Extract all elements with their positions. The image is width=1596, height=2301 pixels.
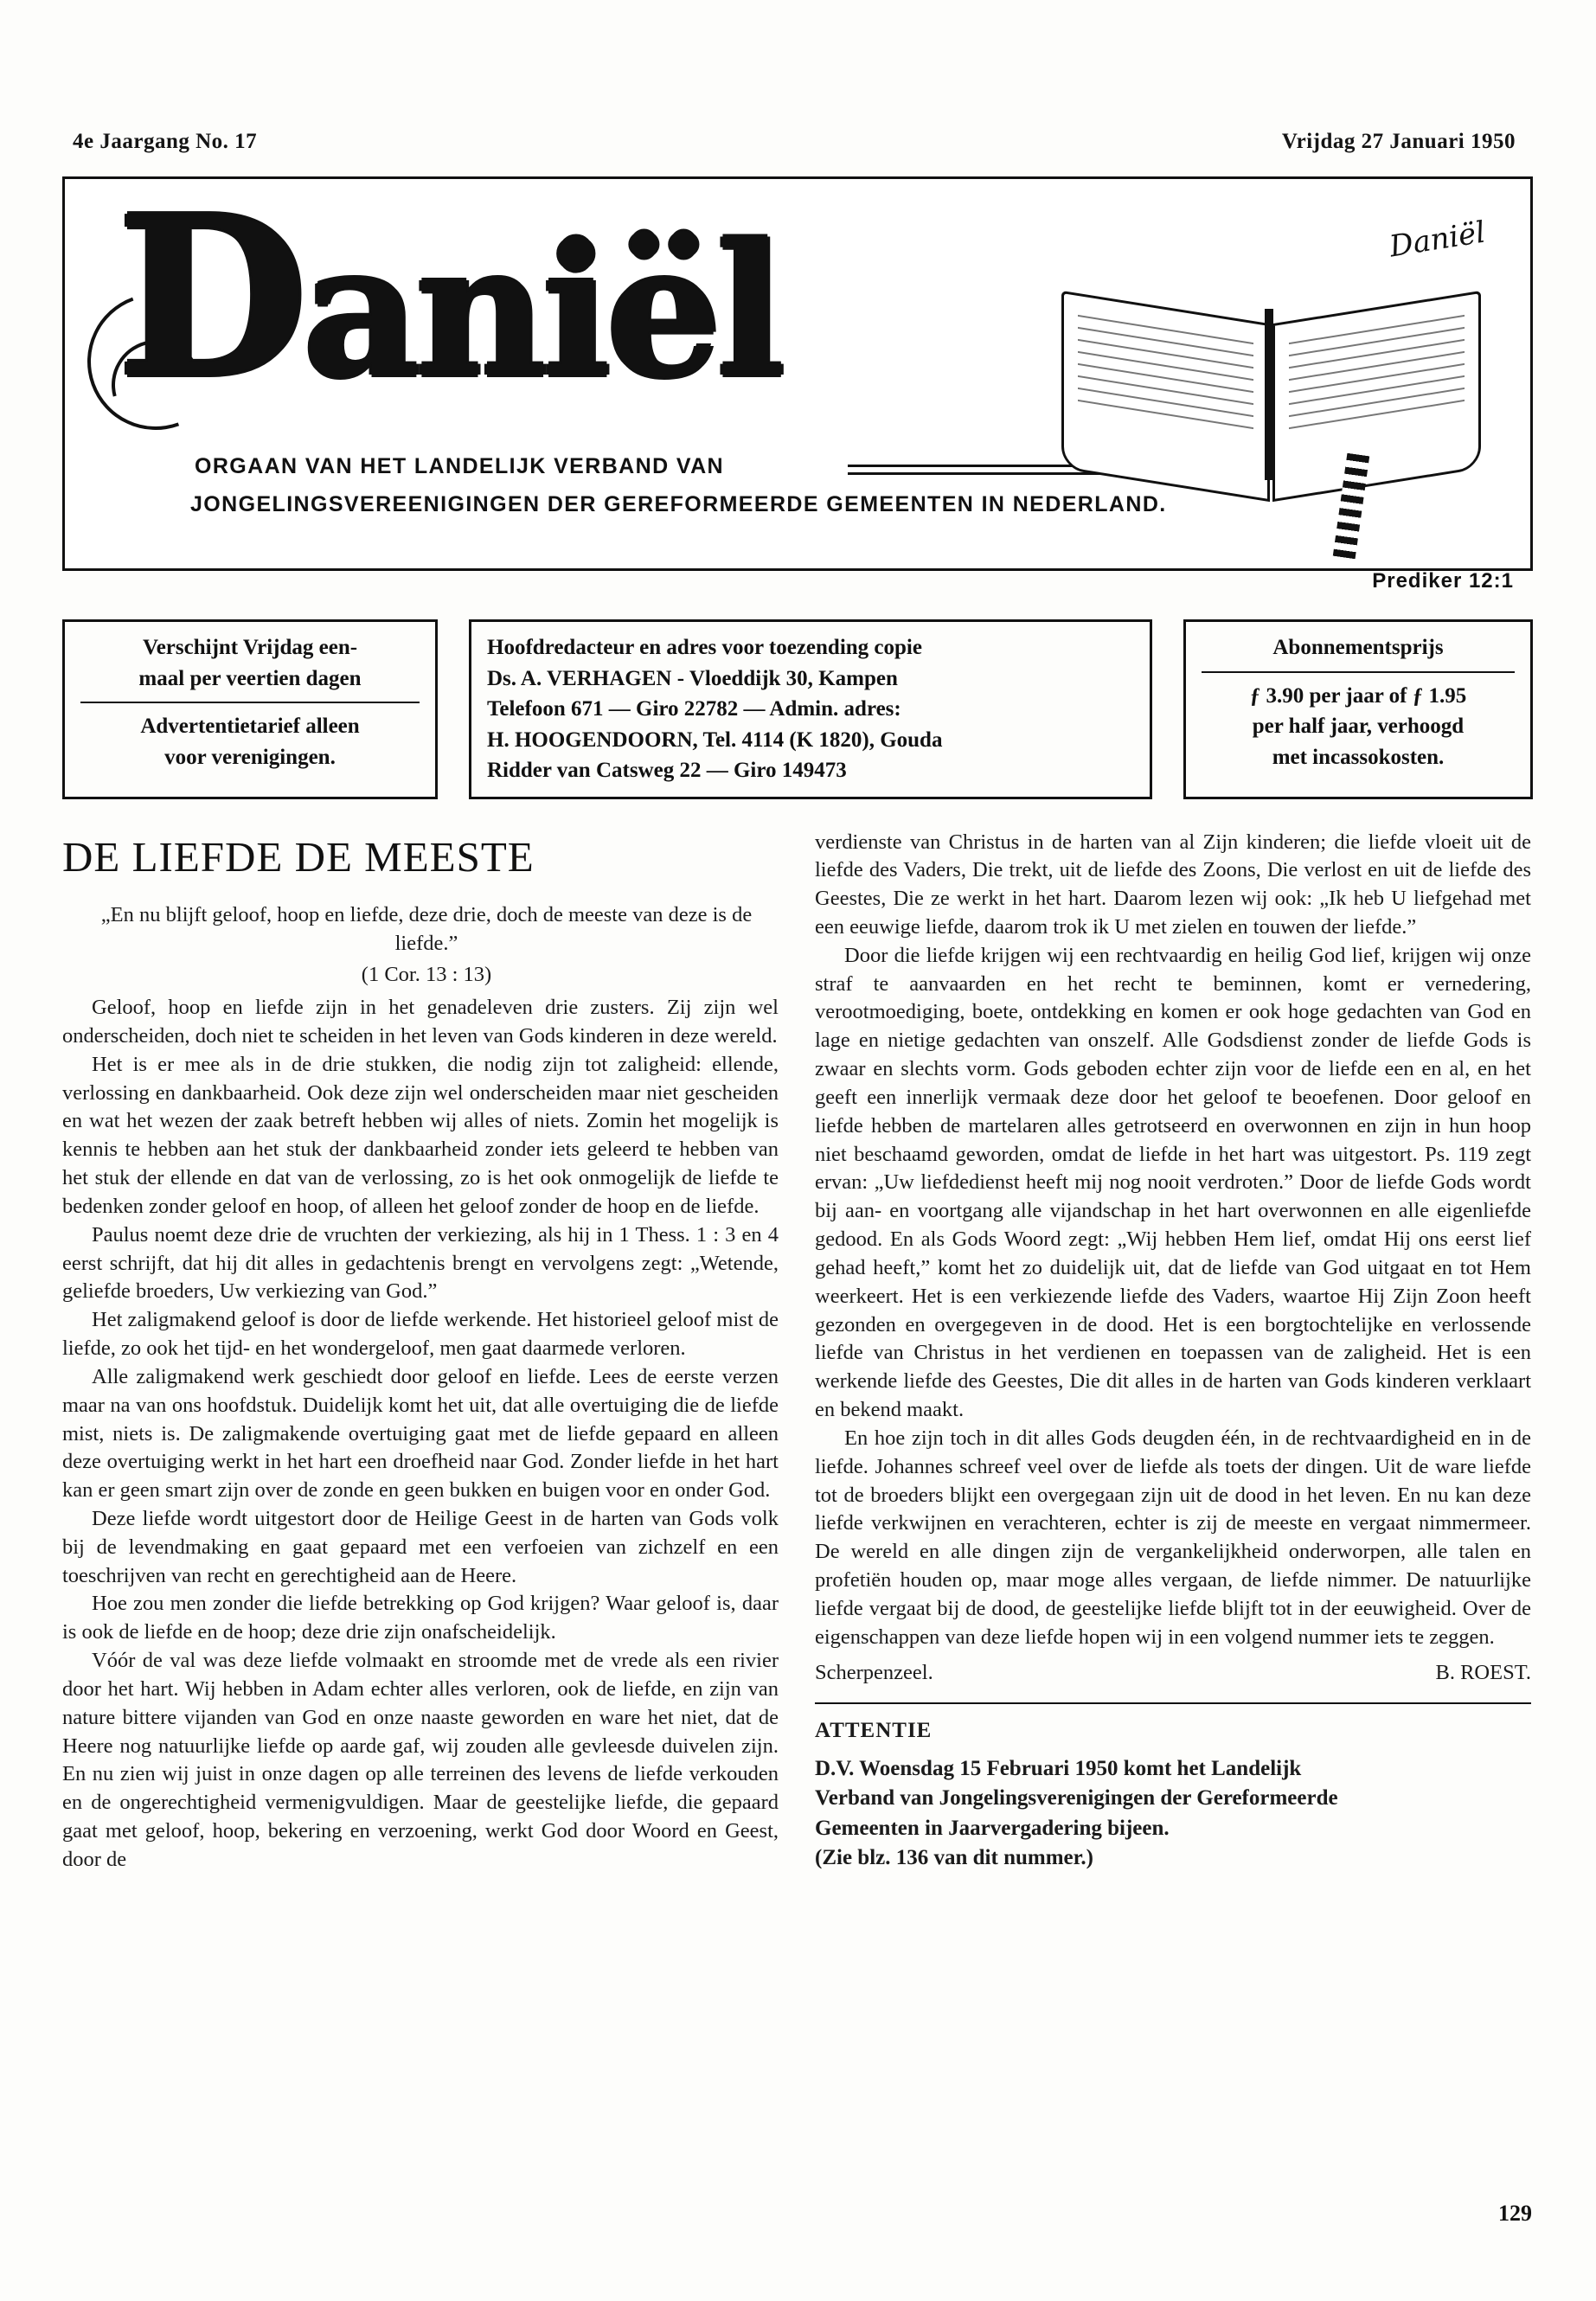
issue-number: 4e Jaargang No. 17 [73, 130, 258, 153]
advert-line1: Advertentietarief alleen [140, 715, 360, 738]
paragraph: Het zaligmakend geloof is door de liefde werkende. Het historieel geloof mist de liefde, zo ook het tijd- en het wondergeloof, men gaat daarmede verloren. [62, 1308, 779, 1361]
price-line1: ƒ 3.90 per jaar of ƒ 1.95 [1249, 683, 1467, 708]
article-epigraph [97, 901, 756, 989]
notice-title: ATTENTIE [815, 1719, 933, 1743]
masthead [62, 176, 1533, 571]
paragraph: Vóór de val was deze liefde volmaakt en stroomde met de vrede als een rivier door het hart. Wij hebben in Adam echter alles verloren, ook de liefde, en zijn van nature bittere vijanden van God en onze naaste geworden en ware het niet, dat de Heere nog natuurlijke liefde op aarde gaf, wij zouden alle gevleesde duivelen zijn. En nu zien wij juist in onze dagen op alle terreinen des levens de liefde verkouden en de ongerechtigheid vermenigvuldigen. Maar de geestelijke liefde, die gepaard gaat met geloof, hoop, bekering en verzoening, werkt God door Woord en Geest, door de [62, 1649, 779, 1871]
colophon-boxes [62, 619, 1533, 799]
page-content [62, 130, 1533, 1875]
publication-frequency-box [62, 619, 438, 799]
paragraph: En hoe zijn toch in dit alles Gods deugden één, in de rechtvaardigheid en in de liefde. Johannes schreef veel over de liefde als toets der dingen. Uit de ware liefde tot de broeders blijkt een overgegaan zijn uit de dood in het leven. En nu kan deze liefde verkwijnen en verachteren, echter is zij de meeste en vergaat nimmermeer. De wereld en alle dingen zijn de vergankelijkheid onderworpen, alle talen en profetiën houden op, maar moge alles vergaan, de liefde nimmer. De natuurlijke liefde vergaat bij de dood, de geestelijke liefde blijft tot in der eeuwigheid. Over de eigenschappen van deze liefde hopen wij in een volgend nummer iets te zeggen. [815, 1426, 1531, 1649]
book-spine [1265, 309, 1273, 480]
epigraph-reference: (1 Cor. 13 : 13) [361, 962, 492, 986]
article-signature [815, 1659, 1531, 1688]
book-page-right [1272, 291, 1481, 502]
paragraph: Geloof, hoop en liefde zijn in het genadeleven drie zusters. Zij zijn wel onderscheiden, doch niet te scheiden in het leven van Gods kinderen in deze wereld. [62, 996, 779, 1048]
editor-line5: Ridder van Catsweg 22 — Giro 149473 [487, 759, 847, 782]
price-title: Abonnementsprijs [1272, 636, 1444, 659]
price-line2: per half jaar, verhoogd [1252, 715, 1465, 738]
notice-line2: Verband van Jongelingsverenigingen der Gereformeerde [815, 1786, 1338, 1811]
masthead-subtitle-line2: JONGELINGSVEREENIGINGEN DER GEREFORMEERDE GEMEENTEN IN NEDERLAND. [190, 492, 1167, 516]
open-book-illustration [1054, 212, 1504, 523]
paragraph: Paulus noemt deze drie de vruchten der verkiezing, als hij in 1 Thess. 1 : 3 en 4 eerst schrijft, dat hij dit alles in gedachtenis brengt en vervolgens zegt: „Wetende, geliefde broeders, Uw verkiezing van God.” [62, 1222, 779, 1304]
scripture-reference: Prediker 12:1 [1372, 569, 1514, 593]
book-text-lines-left [1078, 315, 1253, 439]
subscription-price-box [1183, 619, 1533, 799]
paragraph: verdienste van Christus in de harten van al Zijn kinderen; die liefde vloeit uit de liefde des Vaders, Die trekt, uit de liefde des Zoons, Die verlost en uit de liefde des Geestes, Die ze werkt in het hart. Daarom lezen wij ook: „Ik heb U liefgehad met een eeuwige liefde, daarom trok ik U met zielen en touwen der liefde.” [815, 830, 1531, 939]
column-right [815, 829, 1531, 1875]
notice-line1: D.V. Woensdag 15 Februari 1950 komt het Landelijk [815, 1756, 1302, 1780]
masthead-inner [65, 176, 1530, 568]
book-script-label: Daniël [1387, 215, 1488, 265]
editor-line4: H. HOOGENDOORN, Tel. 4114 (K 1820), Gouda [487, 727, 943, 752]
editorial-address-box [469, 619, 1152, 799]
issue-header [62, 130, 1533, 154]
paragraph: Deze liefde wordt uitgestort door de Heilige Geest in de harten van Gods volk bij de levendmaking en gaat gepaard met een verfoeien van zichzelf en een toeschrijven van recht en gerechtigheid aan de Heere. [62, 1507, 779, 1587]
book-page-left [1061, 291, 1270, 502]
notice-line3: Gemeenten in Jaarvergadering bijeen. [815, 1816, 1170, 1840]
notice-body [815, 1754, 1531, 1874]
frequency-line1: Verschijnt Vrijdag een- [142, 636, 358, 659]
frequency-line2: maal per veertien dagen [138, 666, 362, 690]
author-name: B. ROEST. [1435, 1660, 1531, 1684]
column-left [62, 829, 779, 1875]
paragraph: Alle zaligmakend werk geschiedt door geloof en liefde. Lees de eerste verzen maar na van ons hoofdstuk. Duidelijk komt het uit, dat alle overtuiging die de liefde mist, niets is. De zaligmakende overtuiging gaat met de liefde gepaard en alleen deze overtuiging werkt in het hart een droefheid naar God. Zonder liefde in het hart kan er geen smart zijn over de zonde en geen bukken en buigen voor en onder God. [62, 1364, 779, 1503]
editor-line3: Telefoon 671 — Giro 22782 — Admin. adres: [487, 697, 901, 721]
author-place: Scherpenzeel. [815, 1660, 933, 1684]
book-text-lines-right [1289, 315, 1465, 439]
paragraph: Hoe zou men zonder die liefde betrekking op God krijgen? Waar geloof is, daar is ook de liefde en de hoop; deze drie zijn onafscheidelijk. [62, 1592, 779, 1644]
price-line3: met incassokosten. [1272, 745, 1445, 769]
epigraph-text: „En nu blijft geloof, hoop en liefde, deze drie, doch de meeste van deze is de liefde.” [100, 903, 753, 956]
masthead-subtitle-line1: ORGAAN VAN HET LANDELIJK VERBAND VAN [195, 454, 724, 478]
section-divider [815, 1702, 1531, 1704]
advert-line2: voor verenigingen. [164, 745, 336, 769]
paragraph: Door die liefde krijgen wij een rechtvaardig en heilig God lief, krijgen wij onze straf te aanvaarden en het recht te beminnen, komt er vernedering, verootmoediging, boete, ontdekking en komen er ook hoge gedachten van God en lage en nietige gedachten van onszelf. Alle Godsdienst zonder de liefde Gods is zwaar en slechts vorm. Gods geboden echter zijn voor de liefde een en al, en het geeft een innerlijk vermaak deze door het geloof te beoefenen. Door geloof en liefde hebben de martelaren alles getrotseerd en overwonnen en zijn in hun hoop niet beschaamd geworden, omdat de liefde in het hart was uitgestort. Ps. 119 zegt ervan: „Uw liefdedienst heeft mij nog nooit verdroten.” Door de liefde Gods wordt bij aan- en voortgang alle vijandschap in het hart overwonnen en alle eigenliefde gedood. En als Gods Woord zegt: „Wij hebben Hem lief, omdat Hij ons eerst lief gehad heeft,” komt het zo duidelijk uit, dat de liefde van God uitgaat en tot Hem weerkeert. Het is een verkiezende liefde des Vaders, waartoe Hij Zijn Zoon heeft gezonden en overgegeven in de dood. Het is een borgtochtelijke en verlossende liefde van Christus in het verdienen en toepassen van de zaligheid. Het is een werkende liefde des Geestes, Die dit alles in de harten van Gods kinderen verklaart en bekend maakt. [815, 943, 1531, 1422]
editor-line2: Ds. A. VERHAGEN - Vloeddijk 30, Kampen [487, 666, 898, 690]
box-divider [80, 702, 420, 703]
page-title: DE LIEFDE DE MEESTE [62, 832, 535, 881]
notice-line4: (Zie blz. 136 van dit nummer.) [815, 1846, 1093, 1870]
masthead-title [117, 176, 781, 427]
masthead-title-rest: aniël [303, 204, 781, 418]
paragraph: Het is er mee als in de drie stukken, die nodig zijn tot zaligheid: ellende, verlossing en dankbaarheid. Ook deze zijn wel onderscheiden maar niet gescheiden en wat het wezen der zaak betreft hebben wij alles of niets. Zomin het mogelijk is kennis te hebben aan het stuk der dankbaarheid zonder iets geleerd te hebben van het stuk der ellende en dat van de verlossing, zo is het ook onmogelijk de liefde te bedenken zonder geloof en hoop, of alleen het geloof zonder de hoop en de liefde. [62, 1052, 779, 1218]
article-body [62, 829, 1533, 1875]
masthead-title-initial: D [117, 176, 304, 427]
box-divider [1202, 671, 1515, 673]
page-number: 129 [1498, 2201, 1532, 2226]
editor-line1: Hoofdredacteur en adres voor toezending copie [487, 636, 922, 659]
issue-date: Vrijdag 27 Januari 1950 [1281, 130, 1516, 153]
